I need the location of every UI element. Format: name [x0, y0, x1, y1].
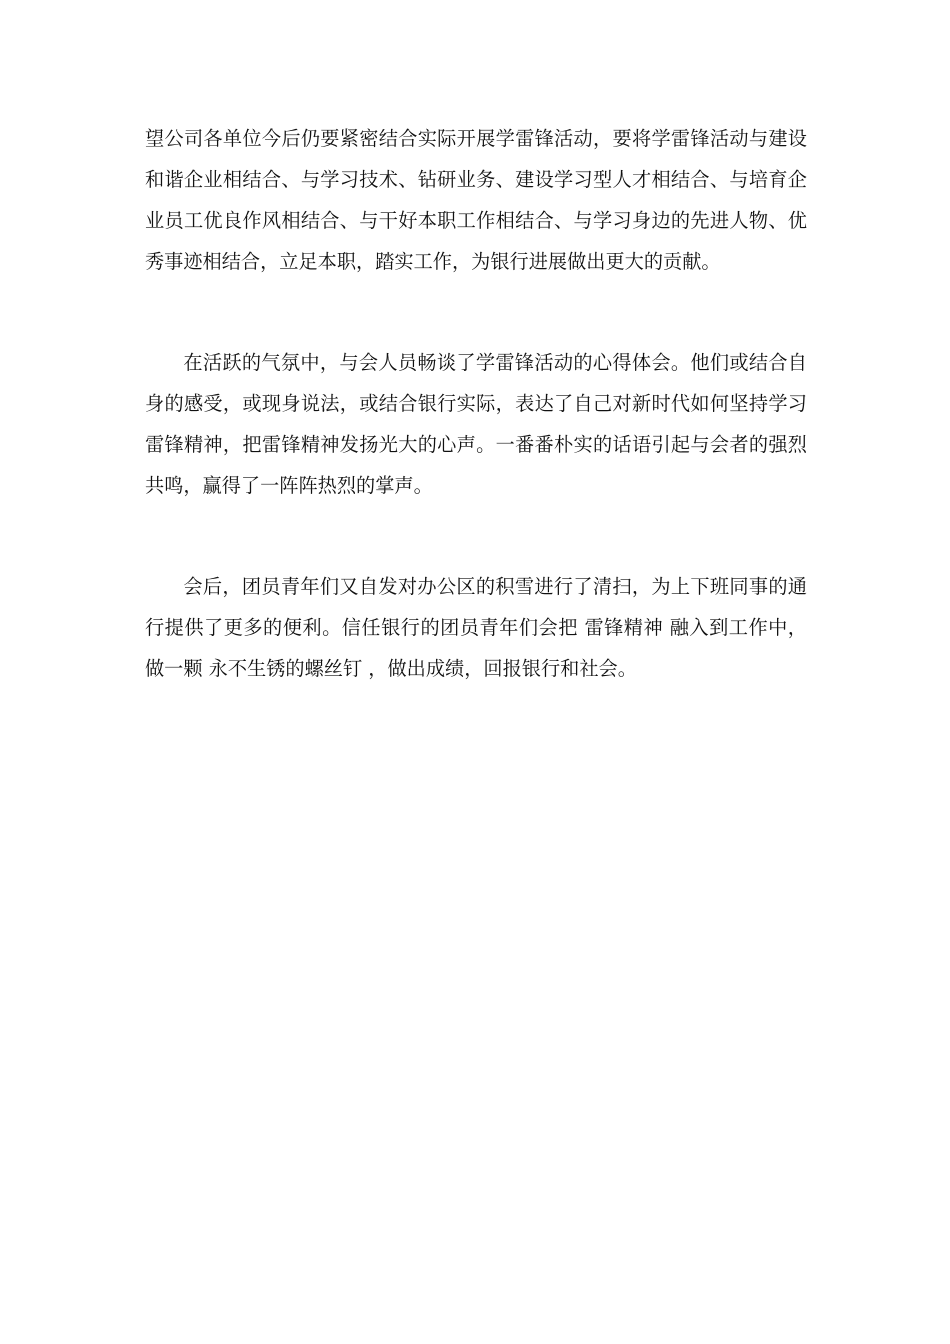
document-body [145, 118, 807, 689]
paragraph-2: 在活跃的气氛中，与会人员畅谈了学雷锋活动的心得体会。他们或结合自身的感受，或现身说法，或结合银行实际，表达了自己对新时代如何坚持学习雷锋精神，把雷锋精神发扬光大的心声。一番番朴实的话语引起与会者的强烈共鸣，赢得了一阵阵热烈的掌声。 [145, 351, 807, 497]
paragraph-spacer [145, 506, 807, 566]
paragraph-1: 望公司各单位今后仍要紧密结合实际开展学雷锋活动，要将学雷锋活动与建设和谐企业相结合、与学习技术、钻研业务、建设学习型人才相结合、与培育企业员工优良作风相结合、与干好本职工作相结合、与学习身边的先进人物、优秀事迹相结合，立足本职，踏实工作，为银行进展做出更大的贡献。 [145, 127, 807, 273]
paragraph-spacer [145, 282, 807, 342]
paragraph-3: 会后，团员青年们又自发对办公区的积雪进行了清扫，为上下班同事的通行提供了更多的便利。信任银行的团员青年们会把 雷锋精神 融入到工作中，做一颗 永不生锈的螺丝钉 ，做出成绩，回报银行和社会。 [145, 575, 807, 680]
